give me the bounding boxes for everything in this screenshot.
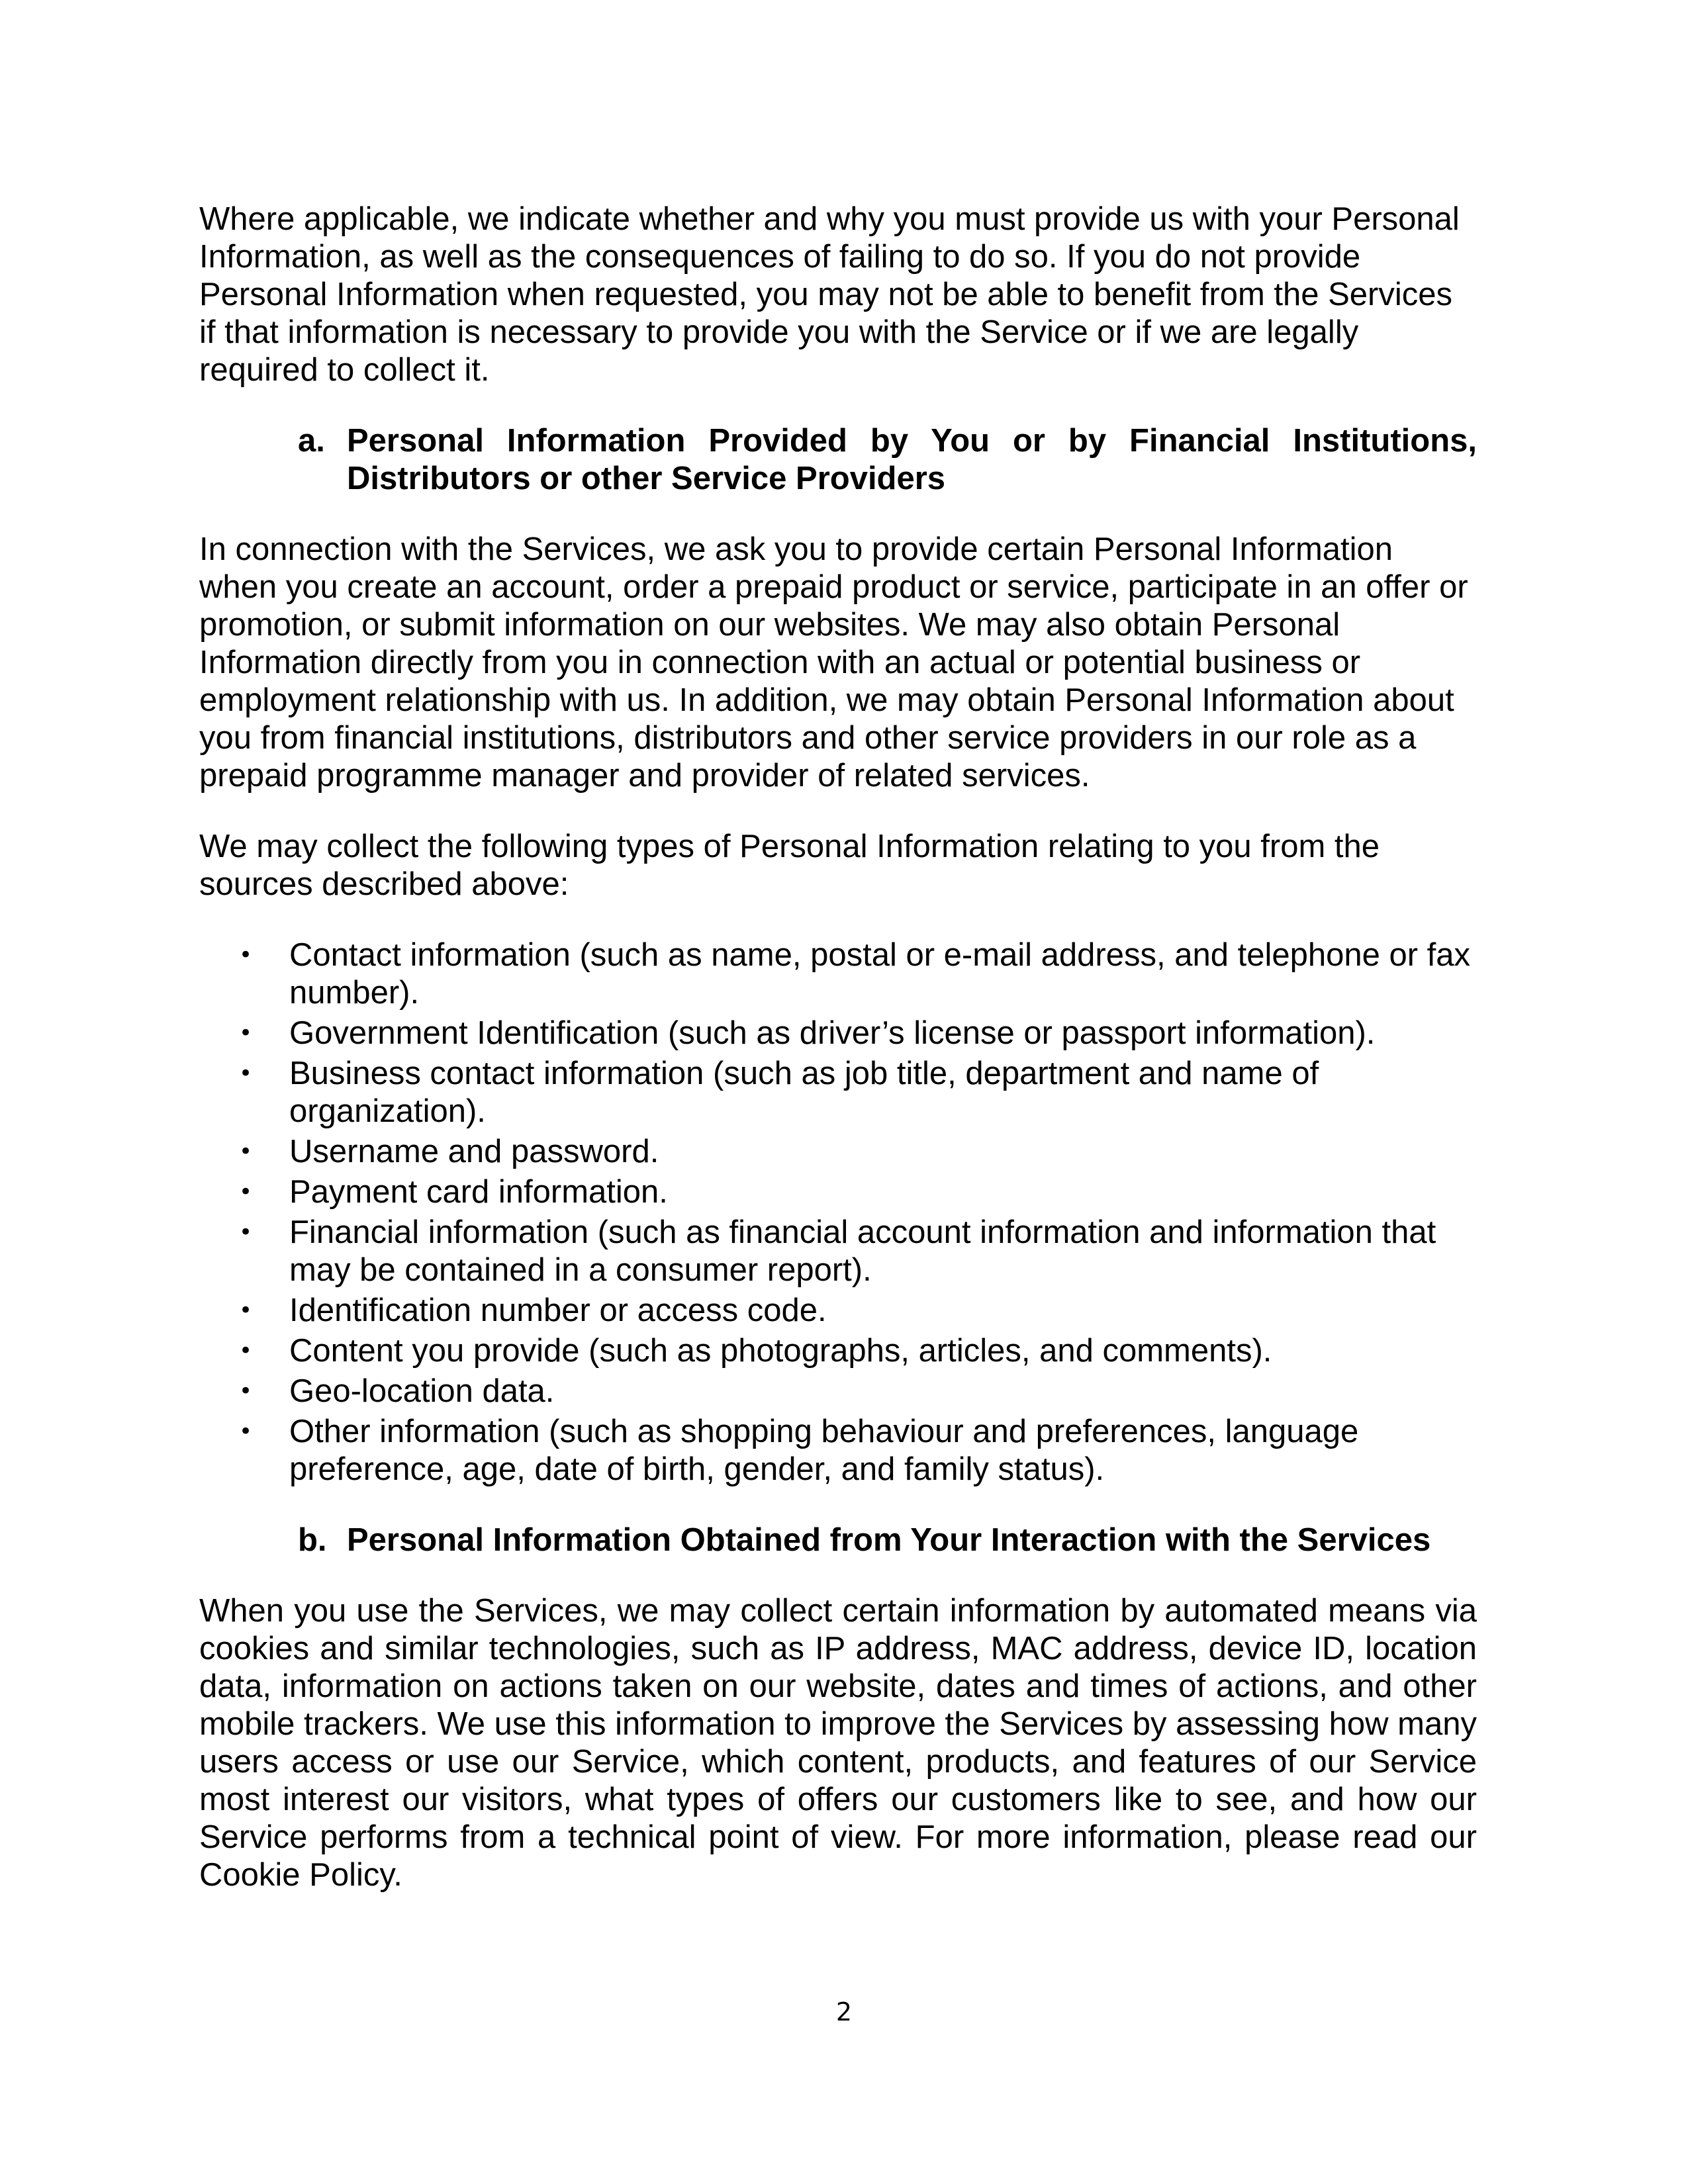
list-item-text: Geo-location data. [289, 1373, 555, 1409]
list-item [199, 1055, 1477, 1130]
list-item-text: Financial information (such as financial account information and information that may be contained in a consumer report). [289, 1214, 1436, 1288]
section-a-paragraph: In connection with the Services, we ask you to provide certain Personal Information when you create an account, order a prepaid product or service, participate in an offer or promotion, or submit information on our websites. We may also obtain Personal Information directly from you in connection with an actual or potential business or employment relationship with us. In addition, we may obtain Personal Information about you from financial institutions, distributors and other service providers in our role as a prepaid programme manager and provider of related services. [199, 531, 1468, 794]
section-a-marker: a. [298, 423, 325, 459]
list-item-text: Content you provide (such as photographs, articles, and comments). [289, 1333, 1272, 1369]
bullet-icon: • [239, 1060, 253, 1087]
page-number: 2 [835, 1997, 853, 2026]
list-item-text: Payment card information. [289, 1174, 668, 1210]
page-content [199, 201, 1477, 1927]
bullet-icon: • [239, 1297, 253, 1324]
section-b-title: Personal Information Obtained from Your Interaction with the Services [347, 1522, 1431, 1558]
list-item [199, 1015, 1477, 1052]
list-item [199, 1292, 1477, 1330]
bullet-icon: • [239, 1338, 253, 1364]
bullet-icon: • [239, 1179, 253, 1205]
list-item-text: Business contact information (such as job title, department and name of organization). [289, 1056, 1319, 1129]
section-b-heading [298, 1522, 1477, 1559]
list-item [199, 1133, 1477, 1171]
list-item [199, 1214, 1477, 1289]
section-b-paragraph: When you use the Services, we may collect certain information by automated means via cookies and similar technologies, such as IP address, MAC address, device ID, location data, information on actions taken on our website, dates and times of actions, and other mobile trackers. We use this information to improve the Services by assessing how many users access or use our Service, which content, products, and features of our Service most interest our visitors, what types of offers our customers like to see, and how our Service performs from a technical point of view. For more information, please read our Cookie Policy. [199, 1593, 1477, 1893]
list-item-text: Username and password. [289, 1134, 659, 1169]
section-a-heading [298, 422, 1477, 498]
list-item [199, 1413, 1477, 1488]
bullet-icon: • [239, 1378, 253, 1404]
list-item [199, 1332, 1477, 1370]
bullet-icon: • [239, 1219, 253, 1246]
bullet-icon: • [239, 942, 253, 968]
list-item [199, 1173, 1477, 1211]
list-item-text: Government Identification (such as driver’s license or passport information). [289, 1015, 1376, 1051]
bullet-icon: • [239, 1418, 253, 1445]
list-item [199, 1373, 1477, 1410]
bullet-icon: • [239, 1020, 253, 1046]
list-item [199, 936, 1477, 1012]
bullet-icon: • [239, 1138, 253, 1165]
list-item-text: Other information (such as shopping behaviour and preferences, language preference, age, date of birth, gender, and family status). [289, 1414, 1359, 1487]
personal-info-types-list [199, 936, 1477, 1488]
section-a-list-intro: We may collect the following types of Personal Information relating to you from the sources described above: [199, 829, 1380, 902]
list-item-text: Contact information (such as name, postal or e-mail address, and telephone or fax number). [289, 937, 1471, 1011]
list-item-text: Identification number or access code. [289, 1293, 827, 1328]
intro-paragraph: Where applicable, we indicate whether and why you must provide us with your Personal Information, as well as the consequences of failing to do so. If you do not provide Personal Information when requested, you may not be able to benefit from the Services if that information is necessary to provide you with the Service or if we are legally required to collect it. [199, 201, 1460, 388]
section-b-marker: b. [298, 1522, 327, 1558]
section-a-title: Personal Information Provided by You or by Financial Institutions, Distributors or other Service Providers [347, 423, 1477, 496]
